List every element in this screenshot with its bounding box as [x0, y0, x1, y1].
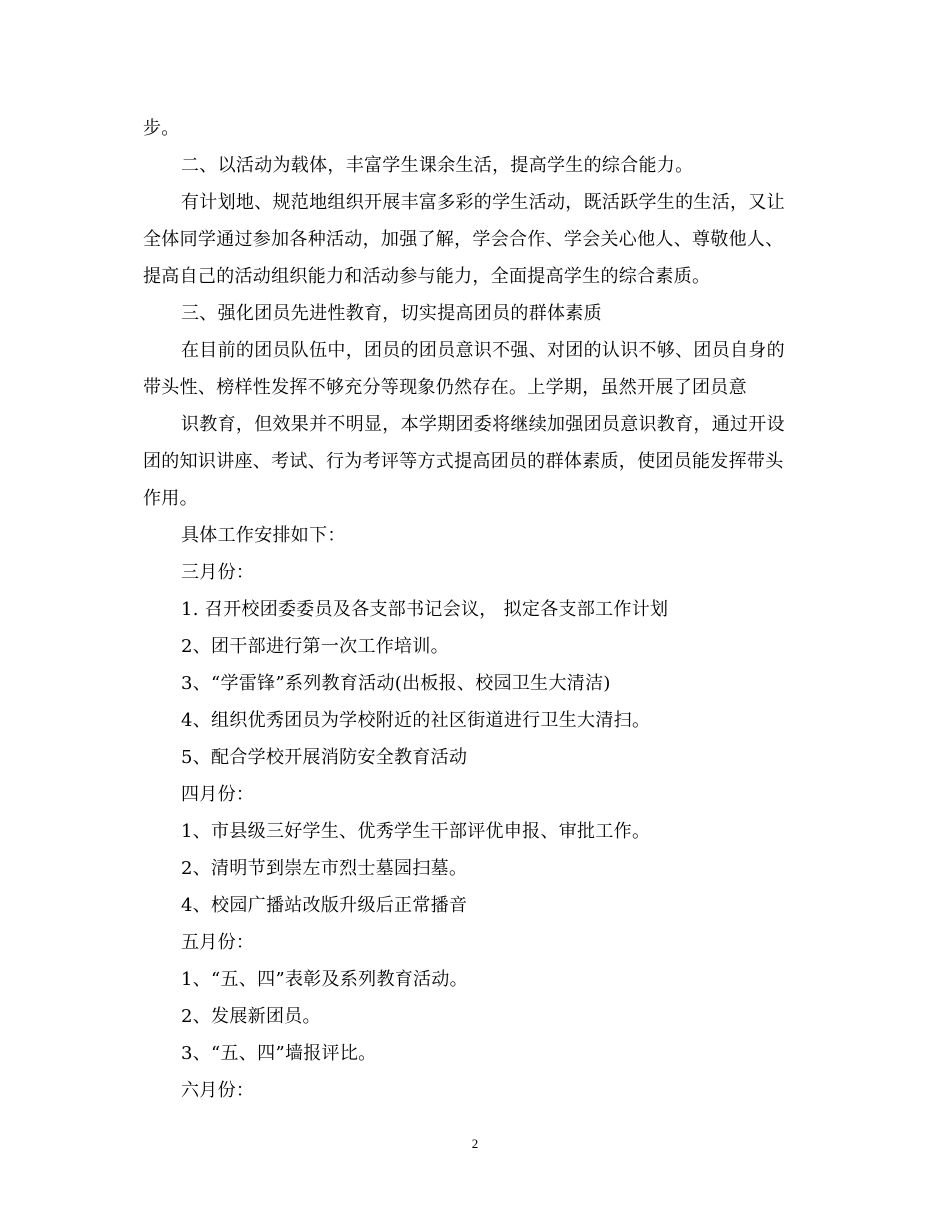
month-heading: 三月份：	[181, 562, 255, 583]
list-item: 3、“五、四”墙报评比。	[181, 1043, 377, 1064]
list-item: 1. 召开校团委委员及各支部书记会议， 拟定各支部工作计划	[181, 599, 669, 620]
paragraph-line: 作用。	[143, 488, 198, 509]
paragraph-line: 在目前的团员队伍中，团员的团员意识不强、对团的认识不够、团员自身的	[181, 340, 785, 361]
paragraph-line: 提高自己的活动组织能力和活动参与能力，全面提高学生的综合素质。	[143, 266, 711, 287]
month-heading: 五月份：	[181, 932, 255, 953]
paragraph-line: 带头性、榜样性发挥不够充分等现象仍然存在。上学期，虽然开展了团员意	[143, 377, 747, 398]
section-heading: 二、以活动为载体，丰富学生课余生活，提高学生的综合能力。	[181, 155, 694, 176]
text-line: 步。	[143, 118, 180, 139]
month-heading: 四月份：	[181, 784, 255, 805]
list-item: 2、清明节到崇左市烈士墓园扫墓。	[181, 858, 468, 879]
text-line: 具体工作安排如下：	[181, 525, 346, 546]
paragraph-line: 全体同学通过参加各种活动，加强了解，学会合作、学会关心他人、尊敬他人、	[143, 229, 784, 250]
list-item: 3、“学雷锋”系列教育活动(出板报、校园卫生大清洁)	[181, 673, 611, 694]
month-heading: 六月份：	[181, 1080, 255, 1101]
list-item: 5、配合学校开展消防安全教育活动	[181, 747, 468, 768]
paragraph-line: 识教育，但效果并不明显，本学期团委将继续加强团员意识教育，通过开设	[181, 414, 785, 435]
list-item: 2、发展新团员。	[181, 1006, 321, 1027]
section-heading: 三、强化团员先进性教育，切实提高团员的群体素质	[181, 303, 602, 324]
paragraph-line: 团的知识讲座、考试、行为考评等方式提高团员的群体素质，使团员能发挥带头	[143, 451, 784, 472]
list-item: 2、团干部进行第一次工作培训。	[181, 636, 449, 657]
paragraph-line: 有计划地、规范地组织开展丰富多彩的学生活动，既活跃学生的生活，又让	[181, 192, 785, 213]
list-item: 4、校园广播站改版升级后正常播音	[181, 895, 468, 916]
list-item: 4、组织优秀团员为学校附近的社区街道进行卫生大清扫。	[181, 710, 651, 731]
list-item: 1、市县级三好学生、优秀学生干部评优申报、审批工作。	[181, 821, 651, 842]
list-item: 1、“五、四”表彰及系列教育活动。	[181, 969, 468, 990]
page-number: 2	[471, 1136, 479, 1151]
